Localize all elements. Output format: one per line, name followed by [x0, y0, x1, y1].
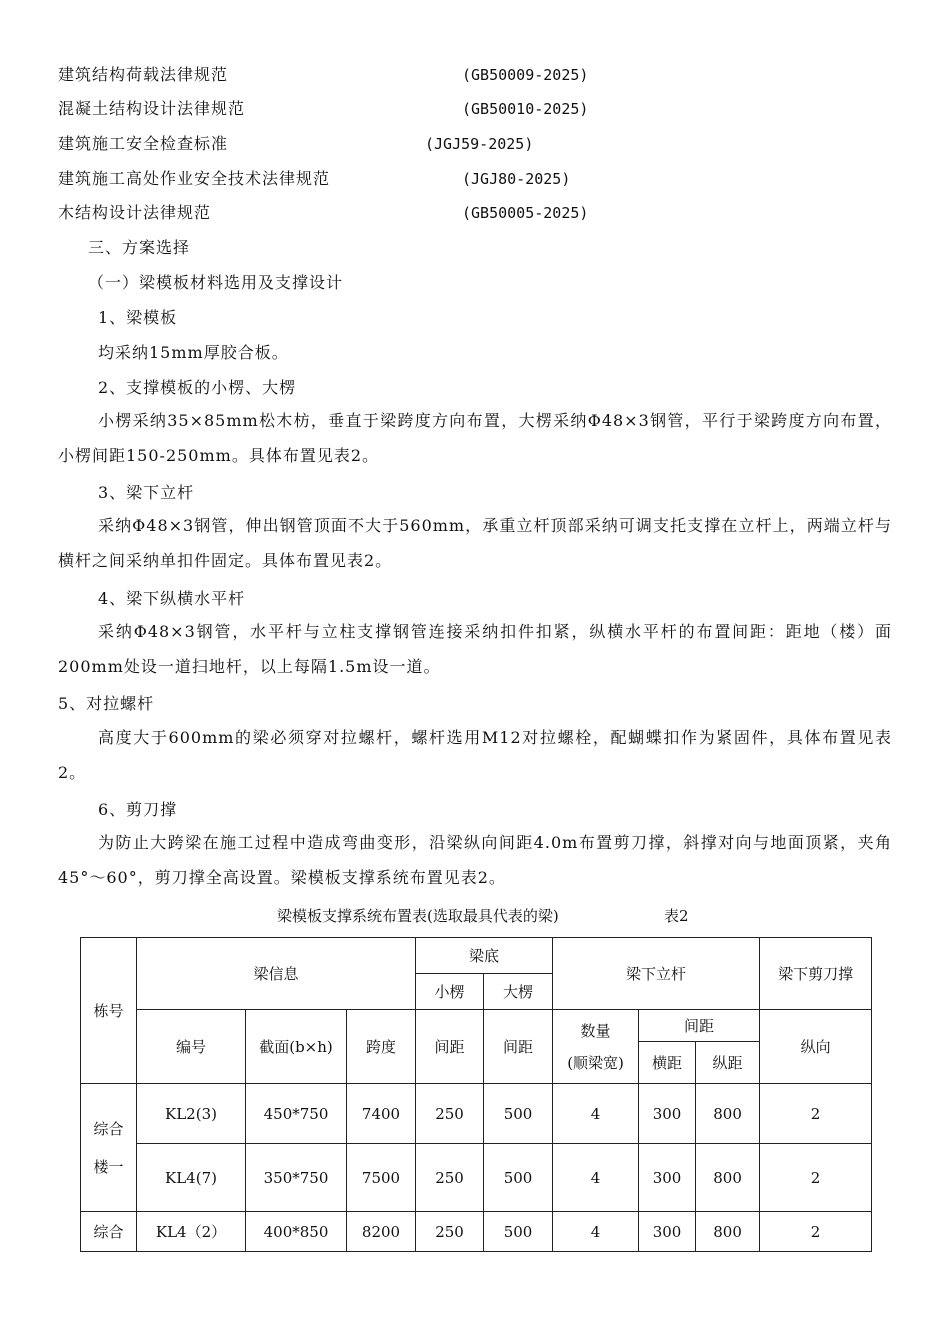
section-cell: 400*850	[246, 1212, 347, 1252]
standard-code: (GB50005-2025)	[462, 204, 589, 222]
header-span: 跨度	[347, 1010, 416, 1084]
span-cell: 7400	[347, 1084, 416, 1144]
item-title: 6、剪刀撑	[98, 800, 178, 819]
header-longitudinal-spacing: 纵距	[696, 1042, 760, 1084]
beam-support-table	[80, 937, 872, 1252]
span-cell: 8200	[347, 1212, 416, 1252]
quantity-cell: 4	[553, 1084, 639, 1144]
header-brace-direction: 纵向	[760, 1010, 872, 1084]
transverse-cell: 300	[639, 1212, 696, 1252]
item-paragraph: 为防止大跨梁在施工过程中造成弯曲变形，沿梁纵向间距4.0m布置剪刀撑，斜撑对向与地面顶紧，夹角45°～60°，剪刀撑全高设置。梁模板支撑系统布置见表2。	[58, 833, 892, 887]
building-line: 综合	[93, 1119, 124, 1138]
item-title: 3、梁下立杆	[98, 483, 195, 502]
table-caption: 梁模板支撑系统布置表(选取最具代表的梁)	[277, 907, 559, 925]
large-spacing-cell: 500	[484, 1084, 553, 1144]
header-transverse-spacing: 横距	[639, 1042, 696, 1084]
longitudinal-cell: 800	[696, 1144, 760, 1212]
header-beam-info: 梁信息	[137, 938, 416, 1010]
beam-no-cell: KL4(7)	[137, 1144, 246, 1212]
small-spacing-cell: 250	[416, 1212, 484, 1252]
section-subheading: （一）梁模板材料选用及支撑设计	[88, 273, 344, 292]
beam-no-cell: KL2(3)	[137, 1084, 246, 1144]
header-quantity	[553, 1010, 639, 1084]
section-cell: 450*750	[246, 1084, 347, 1144]
standard-code: (GB50009-2025)	[462, 66, 589, 84]
table-row	[81, 1212, 872, 1252]
standard-code: (JGJ80-2025)	[462, 170, 571, 188]
table-label: 表2	[664, 907, 689, 925]
transverse-cell: 300	[639, 1084, 696, 1144]
item-title: 1、梁模板	[98, 308, 178, 327]
brace-cell: 2	[760, 1084, 872, 1144]
header-large-joist: 大楞	[484, 974, 553, 1010]
item-paragraph: 高度大于600mm的梁必须穿对拉螺杆，螺杆选用M12对拉螺栓，配蝴蝶扣作为紧固件，具体布置见表2。	[58, 728, 892, 782]
small-spacing-cell: 250	[416, 1144, 484, 1212]
large-spacing-cell: 500	[484, 1212, 553, 1252]
standard-code: (JGJ59-2025)	[425, 135, 534, 153]
building-cell: 综合	[81, 1212, 137, 1252]
header-large-spacing: 间距	[484, 1010, 553, 1084]
standard-name: 木结构设计法律规范	[58, 203, 212, 222]
quantity-cell: 4	[553, 1212, 639, 1252]
section-cell: 350*750	[246, 1144, 347, 1212]
item-title: 5、对拉螺杆	[58, 694, 155, 713]
standard-name: 建筑施工高处作业安全技术法律规范	[58, 169, 331, 188]
small-spacing-cell: 250	[416, 1084, 484, 1144]
header-beam-bottom: 梁底	[416, 938, 553, 974]
standard-name: 建筑结构荷载法律规范	[58, 65, 229, 84]
building-cell	[81, 1084, 137, 1212]
building-line: 楼一	[93, 1157, 124, 1176]
table-row	[81, 1144, 872, 1212]
header-quantity-line2: (顺梁宽)	[567, 1053, 624, 1072]
header-small-spacing: 间距	[416, 1010, 484, 1084]
span-cell: 7500	[347, 1144, 416, 1212]
item-paragraph: 小楞采纳35×85mm松木枋，垂直于梁跨度方向布置，大楞采纳Φ48×3钢管，平行于梁跨度方向布置，小楞间距150-250mm。具体布置见表2。	[58, 411, 892, 465]
section-heading: 三、方案选择	[88, 238, 191, 257]
item-paragraph: 采纳Φ48×3钢管，水平杆与立柱支撑钢管连接采纳扣件扣紧，纵横水平杆的布置间距：距地（楼）面200mm处设一道扫地杆，以上每隔1.5m设一道。	[58, 622, 892, 676]
item-title: 2、支撑模板的小楞、大楞	[98, 378, 297, 397]
transverse-cell: 300	[639, 1144, 696, 1212]
header-post: 梁下立杆	[553, 938, 760, 1010]
large-spacing-cell: 500	[484, 1144, 553, 1212]
header-quantity-line1: 数量	[580, 1021, 611, 1040]
header-beam-no: 编号	[137, 1010, 246, 1084]
standard-name: 建筑施工安全检查标准	[58, 134, 229, 153]
standard-name: 混凝土结构设计法律规范	[58, 99, 246, 118]
header-section: 截面(b×h)	[246, 1010, 347, 1084]
beam-no-cell: KL4（2）	[137, 1212, 246, 1252]
brace-cell: 2	[760, 1212, 872, 1252]
item-text: 均采纳15mm厚胶合板。	[98, 343, 289, 362]
brace-cell: 2	[760, 1144, 872, 1212]
item-paragraph: 采纳Φ48×3钢管，伸出钢管顶面不大于560mm，承重立杆顶部采纳可调支托支撑在立杆上，两端立杆与横杆之间采纳单扣件固定。具体布置见表2。	[58, 516, 892, 570]
standard-code: (GB50010-2025)	[462, 100, 589, 118]
longitudinal-cell: 800	[696, 1084, 760, 1144]
table-row	[81, 1084, 872, 1144]
quantity-cell: 4	[553, 1144, 639, 1212]
longitudinal-cell: 800	[696, 1212, 760, 1252]
header-spacing: 间距	[639, 1010, 760, 1042]
header-building: 栋号	[81, 938, 137, 1084]
header-small-joist: 小楞	[416, 974, 484, 1010]
item-title: 4、梁下纵横水平杆	[98, 589, 246, 608]
header-brace: 梁下剪刀撑	[760, 938, 872, 1010]
